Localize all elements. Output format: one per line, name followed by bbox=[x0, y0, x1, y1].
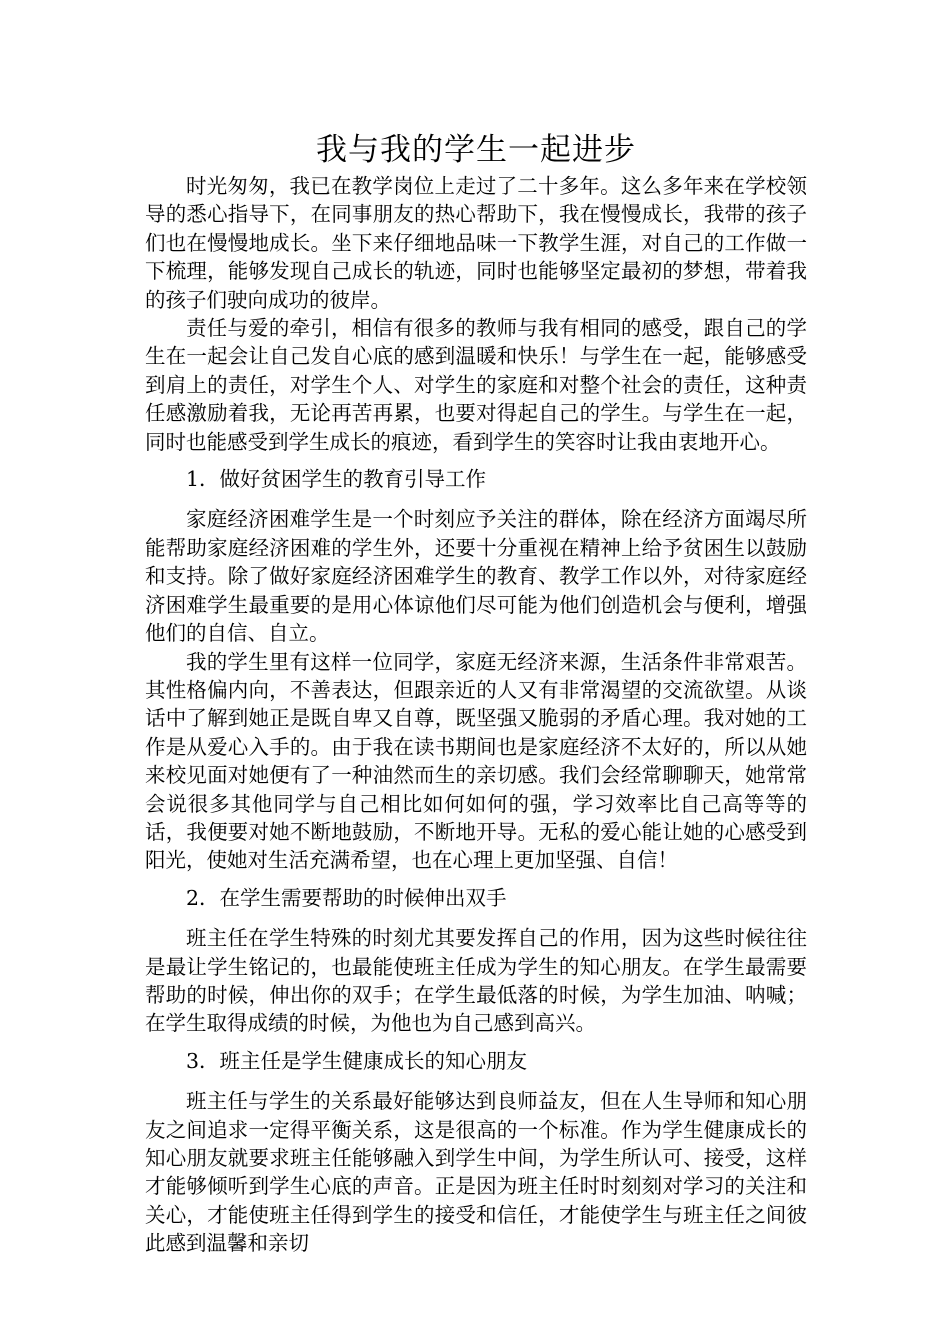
intro-paragraph-2: 责任与爱的牵引，相信有很多的教师与我有相同的感受，跟自己的学生在一起会让自己发自心底的感到温暖和快乐！与学生在一起，能够感受到肩上的责任，对学生个人、对学生的家庭和对整个社会的责任，这种责任感激励着我，无论再苦再累，也要对得起自己的学生。与学生在一起，同时也能感受到学生成长的痕迹，看到学生的笑容时让我由衷地开心。 bbox=[145, 316, 807, 454]
section-2-paragraph-1: 班主任在学生特殊的时刻尤其要发挥自己的作用，因为这些时候往往是最让学生铭记的，也最能使班主任成为学生的知心朋友。在学生最需要帮助的时候，伸出你的双手；在学生最低落的时候，为学生加油、呐喊；在学生取得成绩的时候，为他也为自己感到高兴。 bbox=[145, 926, 807, 1036]
section-3-heading: 3．班主任是学生健康成长的知心朋友 bbox=[186, 1048, 528, 1073]
section-3-paragraph-1: 班主任与学生的关系最好能够达到良师益友，但在人生导师和知心朋友之间追求一定得平衡关系，这是很高的一个标准。作为学生健康成长的知心朋友就要求班主任能够融入到学生中间，为学生所认可、接受，这样才能够倾听到学生心底的声音。正是因为班主任时时刻刻对学习的关注和关心，才能使班主任得到学生的接受和信任，才能使学生与班主任之间彼此感到温馨和亲切 bbox=[145, 1089, 807, 1256]
document-body bbox=[145, 128, 807, 1258]
section-1-paragraph-2: 我的学生里有这样一位同学，家庭无经济来源，生活条件非常艰苦。其性格偏内向，不善表达，但跟亲近的人又有非常渴望的交流欲望。从谈话中了解到她正是既自卑又自尊，既坚强又脆弱的矛盾心理。我对她的工作是从爱心入手的。由于我在读书期间也是家庭经济不太好的，所以从她来校见面对她便有了一种油然而生的亲切感。我们会经常聊聊天，她常常会说很多其他同学与自己相比如何如何的强，学习效率比自己高等等的话，我便要对她不断地鼓励，不断地开导。无私的爱心能让她的心感受到阳光，使她对生活充满希望，也在心理上更加坚强、自信！ bbox=[145, 649, 807, 873]
section-1-paragraph-1: 家庭经济困难学生是一个时刻应予关注的群体，除在经济方面竭尽所能帮助家庭经济困难的学生外，还要十分重视在精神上给予贫困生以鼓励和支持。除了做好家庭经济困难学生的教育、教学工作以外，对待家庭经济困难学生最重要的是用心体谅他们尽可能为他们创造机会与便利，增强他们的自信、自立。 bbox=[145, 507, 807, 646]
document-title: 我与我的学生一起进步 bbox=[316, 132, 636, 168]
section-1-heading: 1．做好贫困学生的教育引导工作 bbox=[186, 467, 487, 492]
section-2-heading: 2．在学生需要帮助的时候伸出双手 bbox=[186, 885, 507, 910]
intro-paragraph-1: 时光匆匆，我已在教学岗位上走过了二十多年。这么多年来在学校领导的悉心指导下，在同事朋友的热心帮助下，我在慢慢成长，我带的孩子们也在慢慢地成长。坐下来仔细地品味一下教学生涯，对自己的工作做一下梳理，能够发现自己成长的轨迹，同时也能够坚定最初的梦想，带着我的孩子们驶向成功的彼岸。 bbox=[145, 174, 807, 312]
